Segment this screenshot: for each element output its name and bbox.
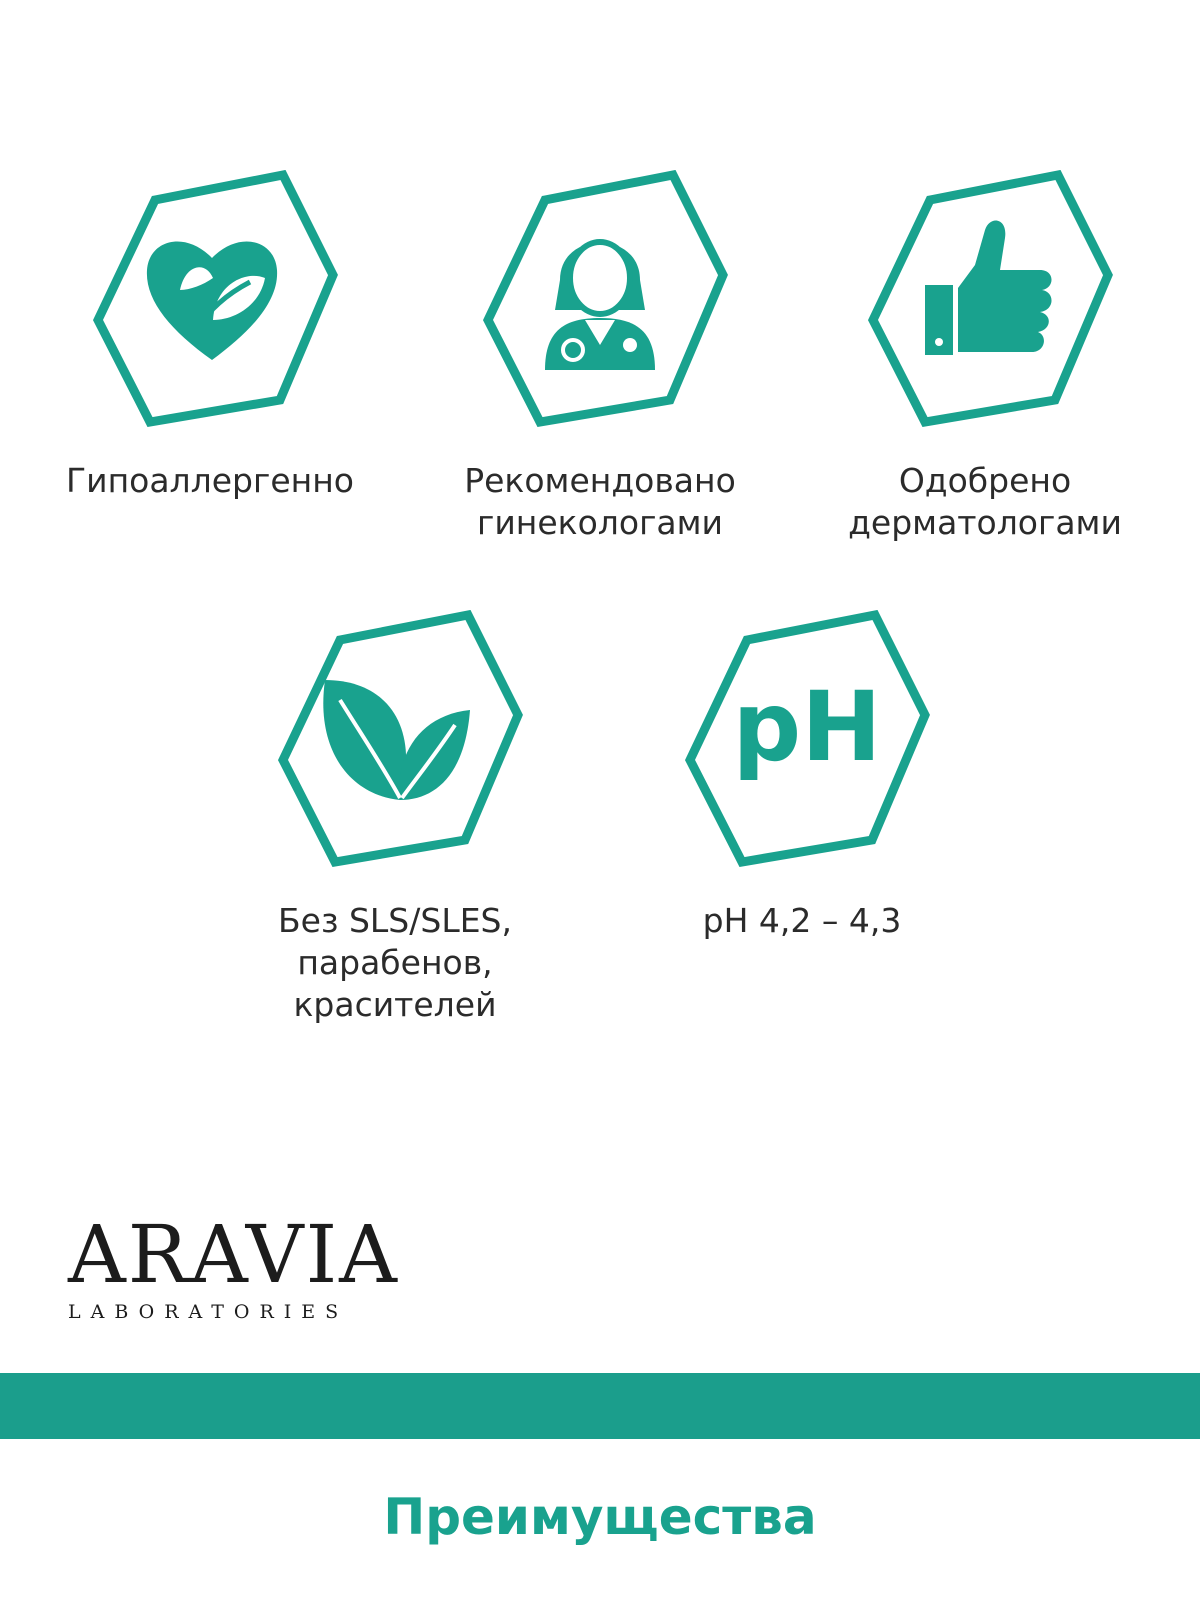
ph-icon [667, 610, 937, 870]
feature-caption: Одобрено дерматологами [848, 461, 1122, 542]
ph-icon-text: pH [732, 671, 882, 783]
doctor-icon [465, 170, 735, 430]
heart-leaf-icon [75, 170, 345, 430]
feature-no-sls [225, 610, 565, 1026]
brand-logo [68, 1208, 408, 1323]
feature-caption: Без SLS/SLES, парабенов, красителей [278, 901, 512, 1024]
feature-caption: Рекомендовано гинекологами [464, 461, 736, 542]
feature-ph [632, 610, 972, 942]
feature-caption: pH 4,2 – 4,3 [702, 901, 902, 940]
footer-title: Преимущества [383, 1488, 817, 1546]
feature-dermatologists [815, 170, 1155, 544]
feature-hypoallergenic [40, 170, 380, 502]
feature-caption: Гипоаллергенно [66, 461, 354, 500]
thumbs-up-icon [850, 170, 1120, 430]
brand-subtitle: LABORATORIES [68, 1301, 349, 1323]
feature-gynecologists [430, 170, 770, 544]
accent-band [0, 1373, 1200, 1439]
leaves-icon [260, 610, 530, 870]
brand-name: ARAVIA [68, 1208, 399, 1301]
